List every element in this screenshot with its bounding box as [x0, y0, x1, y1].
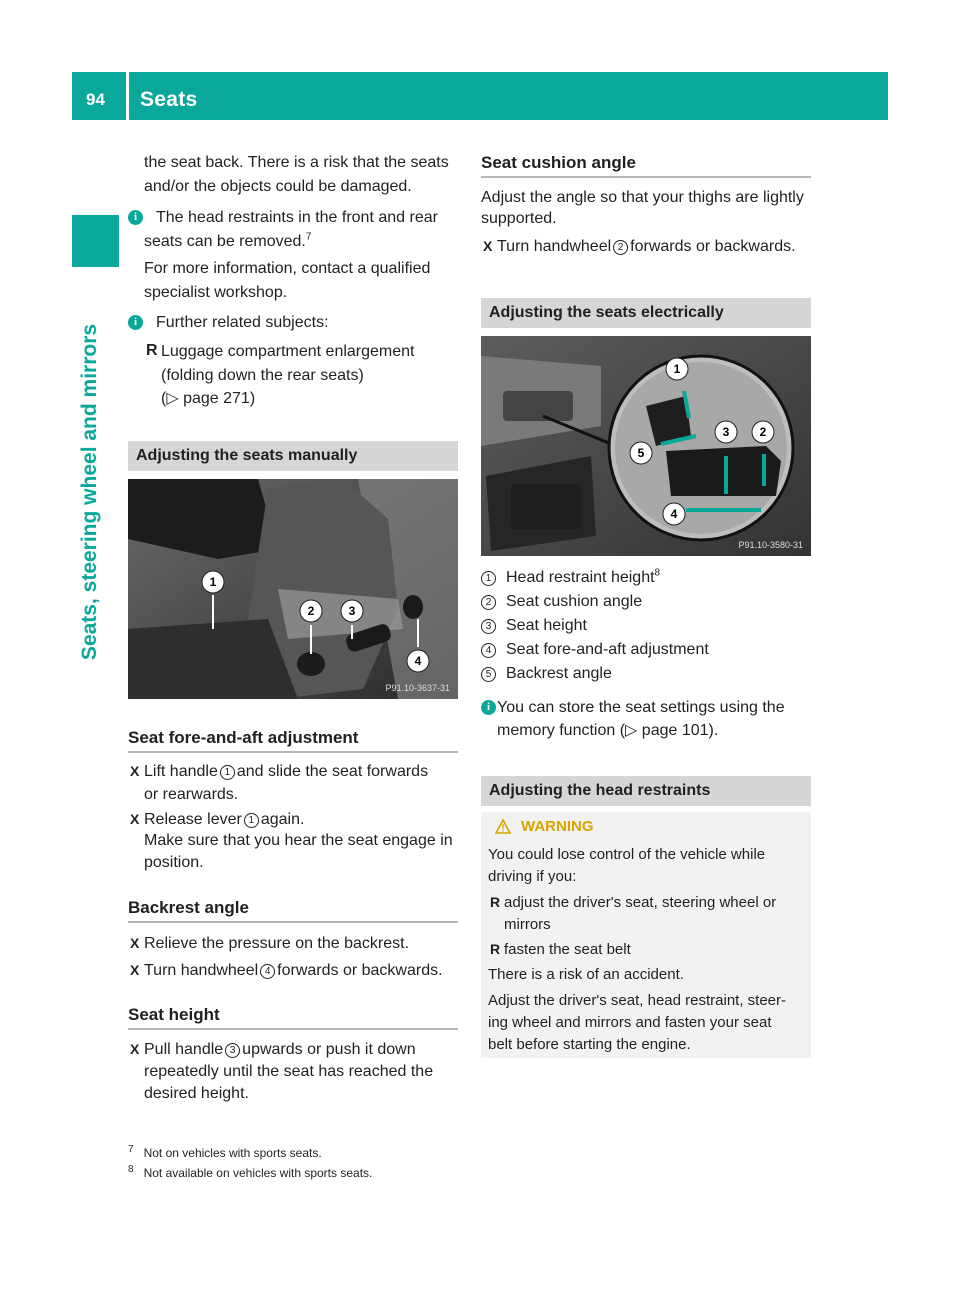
info-icon: i: [128, 210, 143, 225]
legend-item: 3 Seat height: [481, 614, 813, 638]
section-manual: [128, 441, 458, 471]
callout-1: 1: [209, 575, 217, 589]
warning-b2: fasten the seat belt: [504, 941, 631, 958]
info-icon: i: [128, 315, 143, 330]
warning-b1b: mirrors: [504, 916, 551, 933]
callout-5: 5: [637, 446, 645, 460]
step-marker: X: [130, 811, 140, 827]
foreaft-step2-cont2: position.: [144, 854, 204, 871]
info2-bullet-line2: (folding down the rear seats): [161, 367, 364, 384]
legend-list: [481, 566, 813, 686]
info2-bullet-line1: Luggage compartment enlargement: [161, 343, 415, 360]
info3-line2: memory function (▷ page 101).: [497, 722, 719, 739]
heading-rule: [128, 1028, 458, 1030]
heading-cushion: Seat cushion angle: [481, 153, 636, 172]
warning-b1a: adjust the driver's seat, steering wheel or: [504, 894, 777, 911]
warning-triangle-icon: [495, 819, 511, 834]
foreaft-step2: Release lever 1 again.: [144, 811, 305, 828]
info-icon: i: [481, 700, 496, 715]
bullet-glyph: R: [490, 894, 501, 910]
cushion-p1: Adjust the angle so that your thighs are lightly: [481, 189, 804, 206]
footnote-7: $^7$ Not on vehicles with sports seats.: [128, 1144, 322, 1160]
photo-code: P91.10-3637-31: [385, 683, 450, 693]
legend-item: 4 Seat fore-and-aft adjustment: [481, 638, 813, 662]
heading-backrest: Backrest angle: [128, 898, 249, 917]
height-step1-cont2: desired height.: [144, 1085, 249, 1102]
callout-2: 2: [759, 425, 767, 439]
step-marker: X: [130, 1041, 140, 1057]
warning-l4: Adjust the driver's seat, head restraint, steer-: [488, 992, 787, 1009]
backrest-step2: Turn handwheel 4 forwards or backwards.: [144, 962, 443, 979]
footnote-8: $^8$ Not available on vehicles with sports seats.: [128, 1164, 373, 1180]
legend-item: 1 Head restraint height$^8$: [481, 566, 813, 590]
info1-line2: seats can be removed.$^7$: [144, 231, 312, 250]
warning-title: WARNING: [521, 818, 594, 835]
seat-photo-electric: [481, 336, 811, 556]
info1-line3: For more information, contact a qualified: [144, 260, 431, 277]
callout-1: 1: [673, 362, 681, 376]
info2-bullet-line3: (▷ page 271): [161, 390, 256, 407]
legend-item: 2 Seat cushion angle: [481, 590, 813, 614]
heading-rule: [128, 751, 458, 753]
photo-code: P91.10-3580-31: [738, 540, 803, 550]
foreaft-step1-cont: or rearwards.: [144, 786, 239, 803]
heading-fore-aft: Seat fore-and-aft adjustment: [128, 728, 359, 747]
step-marker: X: [483, 238, 493, 254]
side-tab-text: Seats, steering wheel and mirrors: [78, 323, 101, 661]
info2-line1: Further related subjects:: [156, 314, 329, 331]
callout-4: 4: [414, 654, 422, 668]
cushion-step1: Turn handwheel 2 forwards or backwards.: [497, 238, 796, 255]
legend-item: 5 Backrest angle: [481, 662, 813, 686]
warning-l5: ing wheel and mirrors and fasten your seat: [488, 1014, 772, 1031]
header-title: Seats: [140, 88, 198, 111]
callout-3: 3: [722, 425, 730, 439]
section-electric: [481, 298, 811, 328]
step-marker: X: [130, 935, 140, 951]
seat-photo-manual: [128, 479, 458, 699]
info3-line1: You can store the seat settings using the: [497, 699, 785, 716]
callout-3: 3: [348, 604, 356, 618]
cushion-p2: supported.: [481, 210, 557, 227]
bullet-glyph: R: [490, 941, 501, 957]
heading-rule: [128, 921, 458, 923]
warning-l1: You could lose control of the vehicle while: [488, 846, 766, 863]
section-title: Adjusting the head restraints: [489, 782, 711, 799]
callout-2: 2: [307, 604, 315, 618]
warning-l2: driving if you:: [488, 868, 577, 885]
info1-line4: specialist workshop.: [144, 284, 288, 301]
callout-4: 4: [670, 507, 678, 521]
step-marker: X: [130, 962, 140, 978]
foreaft-step2-cont1: Make sure that you hear the seat engage in: [144, 832, 453, 849]
section-title: Adjusting the seats electrically: [489, 304, 724, 321]
intro-line1: the seat back. There is a risk that the seats: [144, 154, 449, 171]
page-number: 94: [86, 90, 105, 109]
warning-l6: belt before starting the engine.: [488, 1036, 691, 1053]
section-title: Adjusting the seats manually: [136, 447, 358, 464]
heading-rule: [481, 176, 811, 178]
section-head-restraints: [481, 776, 811, 806]
header-divider: [126, 72, 129, 120]
step-marker: X: [130, 763, 140, 779]
intro-line2: and/or the objects could be damaged.: [144, 178, 412, 195]
height-step1-cont1: repeatedly until the seat has reached the: [144, 1063, 434, 1080]
backrest-step1: Relieve the pressure on the backrest.: [144, 935, 410, 952]
warning-l3: There is a risk of an accident.: [488, 966, 684, 983]
info1-line1: The head restraints in the front and rear: [156, 209, 438, 226]
foreaft-step1: Lift handle 1 and slide the seat forwards: [144, 763, 429, 780]
bullet-glyph: R: [146, 342, 158, 359]
height-step1: Pull handle 3 upwards or push it down: [144, 1041, 416, 1058]
heading-seat-height: Seat height: [128, 1005, 220, 1024]
